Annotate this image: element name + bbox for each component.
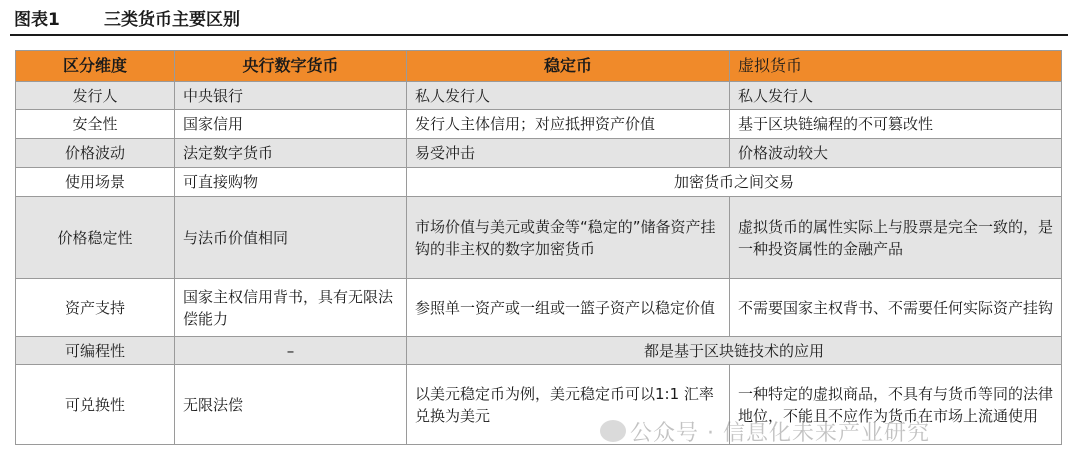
figure-label: 图表1 [14,10,60,30]
figure-title: 三类货币主要区别 [104,10,240,30]
table-cell: 国家信用 [175,110,407,139]
table-row [16,168,1062,197]
column-header-cbdc: 央行数字货币 [175,51,407,82]
table-cell: 国家主权信用背书，具有无限法偿能力 [175,279,407,337]
table-cell: 一种特定的虚拟商品，不具有与货币等同的法律地位，不能且不应作为货币在市场上流通使用 [730,365,1062,445]
table-cell: 虚拟货币的属性实际上与股票是完全一致的，是一种投资属性的金融产品 [730,197,1062,279]
table-cell: 参照单一资产或一组或一篮子资产以稳定价值 [407,279,730,337]
row-label: 发行人 [16,82,175,110]
table-row [16,279,1062,337]
table-row [16,197,1062,279]
table-cell: – [175,337,407,365]
table-cell: 发行人主体信用；对应抵押资产价值 [407,110,730,139]
column-header-virtual-currency: 虚拟货币 [730,51,1062,82]
table-cell: 不需要国家主权背书、不需要任何实际资产挂钩 [730,279,1062,337]
table-header-row [16,51,1062,82]
column-header-dimension: 区分维度 [16,51,175,82]
table-cell: 私人发行人 [407,82,730,110]
table-cell: 基于区块链编程的不可篡改性 [730,110,1062,139]
table-cell: 可直接购物 [175,168,407,197]
table-cell-merged: 加密货币之间交易 [407,168,1062,197]
table-row [16,139,1062,168]
row-label: 安全性 [16,110,175,139]
table-cell: 价格波动较大 [730,139,1062,168]
row-label: 价格稳定性 [16,197,175,279]
row-label: 使用场景 [16,168,175,197]
table-cell: 市场价值与美元或黄金等“稳定的”储备资产挂钩的非主权的数字加密货币 [407,197,730,279]
figure-title-bar [10,6,1068,36]
row-label: 价格波动 [16,139,175,168]
table-cell: 以美元稳定币为例，美元稳定币可以1:1 汇率兑换为美元 [407,365,730,445]
table-cell: 与法币价值相同 [175,197,407,279]
table-row [16,82,1062,110]
row-label: 可编程性 [16,337,175,365]
watermark-text: 公众号 · 信息化未来产业研究 [630,421,930,446]
comparison-table [15,50,1062,445]
row-label: 资产支持 [16,279,175,337]
table-cell: 易受冲击 [407,139,730,168]
table-row [16,337,1062,365]
table-cell: 法定数字货币 [175,139,407,168]
table-cell: 中央银行 [175,82,407,110]
table-cell: 无限法偿 [175,365,407,445]
column-header-stablecoin: 稳定币 [407,51,730,82]
table-row [16,110,1062,139]
table-cell: 私人发行人 [730,82,1062,110]
row-label: 可兑换性 [16,365,175,445]
table-cell-merged: 都是基于区块链技术的应用 [407,337,1062,365]
